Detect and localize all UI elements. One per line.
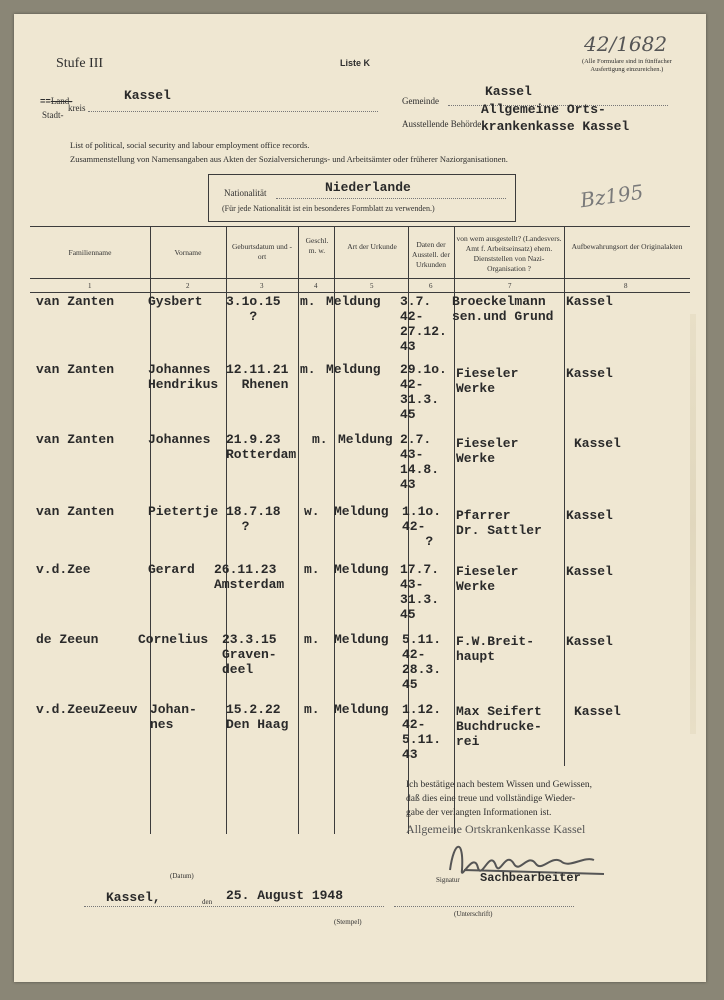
landkreis-label: ==Land- bbox=[40, 96, 73, 107]
cell-vorname: Johan- nes bbox=[150, 702, 197, 732]
cell-art: Meldung bbox=[334, 702, 389, 717]
col-header-6: Daten der Ausstell. der Urkunden bbox=[412, 240, 450, 269]
cell-daten: 29.1o. 42- 31.3. 45 bbox=[400, 362, 447, 422]
cell-aussteller: F.W.Breit- haupt bbox=[456, 634, 535, 664]
cell-daten: 17.7. 43- 31.3. 45 bbox=[400, 562, 440, 622]
cell-geschlecht: m. bbox=[312, 432, 328, 447]
certification-text: Ich bestätige nach bestem Wissen und Gewissen, daß dies eine treue und vollständige Wieder- gabe der verlangten Informationen ist. bbox=[406, 780, 592, 818]
den-label: den bbox=[202, 898, 213, 906]
col-num-3: 3 bbox=[260, 282, 264, 290]
col-num-5: 5 bbox=[370, 282, 374, 290]
stadtkreis-label: Stadt- bbox=[42, 110, 64, 120]
cell-ort: Kassel bbox=[566, 366, 613, 381]
cell-geburt: 15.2.22 Den Haag bbox=[226, 702, 289, 732]
cell-aussteller: Fieseler Werke bbox=[456, 436, 519, 466]
cell-art: Meldung bbox=[334, 632, 389, 647]
liste-label: Liste K bbox=[340, 58, 371, 68]
cell-ort: Kassel bbox=[566, 294, 613, 309]
nationality-note: (Für jede Nationalität ist ein besonderes Formblatt zu verwenden.) bbox=[222, 204, 435, 213]
col-num-7: 7 bbox=[508, 282, 512, 290]
cell-daten: 1.12. 42- 5.11. 43 bbox=[402, 702, 442, 762]
cell-daten: 3.7. 42- 27.12. 43 bbox=[400, 294, 447, 354]
col-num-1: 1 bbox=[88, 282, 92, 290]
kreis-suffix: kreis bbox=[68, 103, 86, 113]
cell-geburt: 21.9.23 Rotterdam bbox=[226, 432, 297, 462]
cell-geschlecht: m. bbox=[300, 294, 316, 309]
cell-art: Meldung bbox=[326, 362, 381, 377]
cell-daten: 2.7. 43- 14.8. 43 bbox=[400, 432, 440, 492]
cell-geschlecht: m. bbox=[304, 632, 320, 647]
nationality-value: Niederlande bbox=[325, 180, 411, 195]
cell-geschlecht: m. bbox=[300, 362, 316, 377]
description-de: Zusammenstellung von Namensangaben aus Akten der Sozialversicherungs- und Arbeitsämter oder früherer Naziorganisationen. bbox=[70, 154, 508, 164]
cell-geburt: 26.11.23 Amsterdam bbox=[214, 562, 285, 592]
cell-familienname: v.d.ZeeuZeeuv bbox=[36, 702, 138, 717]
cell-art: Meldung bbox=[338, 432, 393, 447]
cell-daten: 1.1o. 42- ? bbox=[402, 504, 442, 549]
cell-aussteller: Max Seifert Buchdrucke- rei bbox=[456, 704, 542, 749]
cell-geschlecht: m. bbox=[304, 562, 320, 577]
description-en: List of political, social security and labour employment office records. bbox=[70, 140, 310, 150]
cell-familienname: v.d.Zee bbox=[36, 562, 91, 577]
stamp-organization: Allgemeine Ortskrankenkasse Kassel bbox=[406, 822, 586, 836]
archive-number: 42/1682 bbox=[584, 32, 668, 56]
behoerde-value-1: Allgemeine Orts- bbox=[481, 102, 606, 117]
behoerde-label: Ausstellende Behörde bbox=[402, 119, 482, 129]
table-top-line bbox=[30, 226, 690, 227]
cell-vorname: Johannes bbox=[148, 432, 211, 447]
unterschrift-label: (Unterschrift) bbox=[454, 910, 493, 918]
cell-ort: Kassel bbox=[566, 508, 613, 523]
cell-ort: Kassel bbox=[566, 634, 613, 649]
col-header-8: Aufbewahrungsort der Originalakten bbox=[571, 242, 683, 251]
document-sheet bbox=[14, 14, 706, 982]
col-num-6: 6 bbox=[429, 282, 433, 290]
cell-art: Meldung bbox=[326, 294, 381, 309]
col-num-2: 2 bbox=[186, 282, 190, 290]
col-header-4: Geschl. m. w. bbox=[305, 236, 329, 255]
stempel-label: (Stempel) bbox=[334, 918, 362, 926]
cell-vorname: Gysbert bbox=[148, 294, 203, 309]
cell-familienname: van Zanten bbox=[36, 362, 115, 377]
col-num-8: 8 bbox=[624, 282, 628, 290]
initials-mark: Bz195 bbox=[578, 179, 645, 213]
col-header-3: Geburtsdatum und -ort bbox=[232, 242, 292, 261]
cell-geschlecht: w. bbox=[304, 504, 320, 519]
role-value: Sachbearbeiter bbox=[480, 871, 581, 885]
cell-art: Meldung bbox=[334, 504, 389, 519]
side-stamp-mark bbox=[690, 314, 696, 734]
cell-vorname: Johannes Hendrikus bbox=[148, 362, 219, 392]
cell-geburt: 3.1o.15 ? bbox=[226, 294, 281, 324]
cell-familienname: van Zanten bbox=[36, 504, 115, 519]
cell-ort: Kassel bbox=[574, 436, 621, 451]
number-row-line bbox=[30, 292, 690, 293]
cell-familienname: van Zanten bbox=[36, 294, 115, 309]
stufe-label: Stufe III bbox=[56, 56, 104, 71]
cell-familienname: van Zanten bbox=[36, 432, 115, 447]
cell-vorname: Gerard bbox=[148, 562, 195, 577]
note-block: (Alle Formulare sind in fünffacher Ausfertigung einzureichen.) bbox=[582, 58, 672, 73]
gemeinde-value: Kassel bbox=[485, 84, 532, 99]
cell-ort: Kassel bbox=[566, 564, 613, 579]
behoerde-value-2: krankenkasse Kassel bbox=[481, 119, 630, 134]
col-header-2: Vorname bbox=[174, 248, 202, 257]
place-value: Kassel, bbox=[106, 890, 161, 905]
kreis-value: Kassel bbox=[124, 88, 171, 103]
cell-geschlecht: m. bbox=[304, 702, 320, 717]
cell-geburt: 18.7.18 ? bbox=[226, 504, 281, 534]
cell-ort: Kassel bbox=[574, 704, 621, 719]
cell-aussteller: Pfarrer Dr. Sattler bbox=[456, 508, 542, 538]
date-value: 25. August 1948 bbox=[226, 888, 344, 903]
signatur-label: Signatur bbox=[436, 876, 460, 884]
cell-aussteller: Fieseler Werke bbox=[456, 366, 519, 396]
col-header-5: Art der Urkunde bbox=[347, 242, 397, 251]
header-bottom-line bbox=[30, 278, 690, 279]
gemeinde-label: Gemeinde bbox=[402, 96, 439, 106]
nationality-label: Nationalität bbox=[224, 188, 267, 198]
cell-geburt: 23.3.15 Graven- deel bbox=[222, 632, 277, 677]
cell-vorname: Pietertje bbox=[148, 504, 219, 519]
cell-aussteller: Fieseler Werke bbox=[456, 564, 519, 594]
cell-art: Meldung bbox=[334, 562, 389, 577]
cell-daten: 5.11. 42- 28.3. 45 bbox=[402, 632, 442, 692]
date-label: (Datum) bbox=[170, 872, 194, 880]
cell-aussteller: Broeckelmann sen.und Grund bbox=[452, 294, 554, 324]
col-header-7: von wem ausgestellt? (Landesvers. Amt f. Arbeitseinsatz) ehem. Dienststellen von Nazi-Organisation ? bbox=[456, 234, 562, 273]
cell-vorname: Cornelius bbox=[138, 632, 209, 647]
cell-familienname: de Zeeun bbox=[36, 632, 99, 647]
col-header-1: Familienname bbox=[68, 248, 112, 257]
col-num-4: 4 bbox=[314, 282, 318, 290]
cell-geburt: 12.11.21 Rhenen bbox=[226, 362, 289, 392]
